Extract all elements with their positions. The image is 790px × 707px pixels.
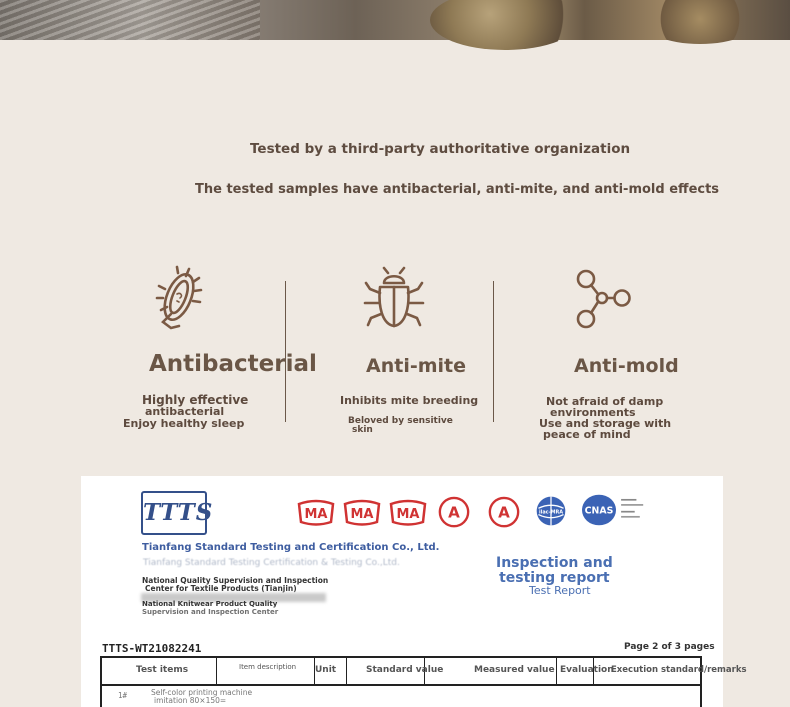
org-name-line: Supervision and Inspection Center xyxy=(142,608,279,616)
feature-desc-line: Highly effective xyxy=(142,393,249,407)
mite-icon xyxy=(362,266,426,330)
org-name-line: National Quality Supervision and Inspection xyxy=(142,576,329,585)
feature-title-anti-mite: Anti-mite xyxy=(366,355,466,377)
feature-desc-line: Enjoy healthy sleep xyxy=(123,417,245,430)
org-name-line: Center for Textile Products (Tianjin) xyxy=(145,584,297,593)
test-report-image xyxy=(81,476,747,707)
feature-title-antibacterial: Antibacterial xyxy=(149,351,317,377)
badge-label: CNAS xyxy=(584,505,614,517)
table-divider xyxy=(216,658,217,684)
ilac-mra-icon xyxy=(533,494,569,528)
table-divider xyxy=(346,658,347,684)
feature-desc-line: Beloved by sensitive xyxy=(348,416,453,426)
report-title xyxy=(496,556,613,586)
stone-stairs-image xyxy=(0,0,260,40)
hero-photo-strip xyxy=(0,0,790,40)
column-header: Item description xyxy=(239,663,297,671)
column-header: Measured value xyxy=(474,665,555,675)
headline-effects: The tested samples have antibacterial, anti-mite, and anti-mold effects xyxy=(195,182,720,197)
company-name-cn: Tianfang Standard Testing Certification & Testing Co.,Ltd. xyxy=(143,558,400,568)
report-table xyxy=(100,656,747,707)
column-header: Execution standard/remarks xyxy=(611,665,747,675)
feature-desc-line: Use and storage with xyxy=(539,417,672,430)
cnas-logo-icon xyxy=(575,493,657,527)
column-header: Unit xyxy=(315,665,337,675)
bacteria-icon xyxy=(153,264,205,332)
autumn-tree-image xyxy=(430,0,580,50)
badge-label: ilac-MRA xyxy=(538,509,564,516)
badge-label: MA xyxy=(304,507,328,522)
row-item: imitation 80×150= xyxy=(154,696,227,705)
cma-stamp-icon xyxy=(296,496,336,530)
feature-divider xyxy=(493,281,494,422)
cma-stamp-icon xyxy=(342,496,382,530)
badge-label: MA xyxy=(350,507,374,522)
report-title-line: testing report xyxy=(499,570,610,586)
row-index: 1# xyxy=(118,691,128,700)
badge-label: MA xyxy=(396,507,420,522)
report-subtitle: Test Report xyxy=(529,584,591,597)
company-name: Tianfang Standard Testing and Certification Co., Ltd. xyxy=(142,542,440,553)
ttts-logo: TTTS xyxy=(141,491,207,535)
badge-label: A xyxy=(448,503,460,522)
feature-desc-line: antibacterial xyxy=(145,405,225,418)
mold-spore-icon xyxy=(572,268,634,330)
cal-stamp-icon xyxy=(436,496,472,530)
feature-desc-line: environments xyxy=(550,406,636,419)
feature-desc-line: Inhibits mite breeding xyxy=(340,394,479,407)
badge-label: A xyxy=(498,503,510,522)
feature-title-anti-mold: Anti-mold xyxy=(574,355,679,377)
feature-desc-line: peace of mind xyxy=(543,428,631,441)
page-info: Page 2 of 3 pages xyxy=(624,642,715,652)
report-number: TTTS-WT21082241 xyxy=(102,642,202,655)
column-header: Standard value xyxy=(366,665,444,675)
feature-desc-line: skin xyxy=(352,425,373,435)
cal-stamp-icon xyxy=(486,496,522,530)
table-divider xyxy=(556,658,557,684)
feature-desc-line: Not afraid of damp xyxy=(546,395,664,408)
org-name-line: National Knitwear Product Quality xyxy=(142,600,278,608)
table-divider xyxy=(102,684,700,686)
report-title-line: Inspection and xyxy=(496,555,613,571)
headline-third-party: Tested by a third-party authoritative organization xyxy=(250,141,631,157)
cma-stamp-icon xyxy=(388,496,428,530)
column-header: Evaluation xyxy=(560,665,614,675)
autumn-tree-image xyxy=(640,0,760,44)
row-item: Self-color printing machine xyxy=(151,688,253,697)
column-header: Test items xyxy=(136,665,189,675)
